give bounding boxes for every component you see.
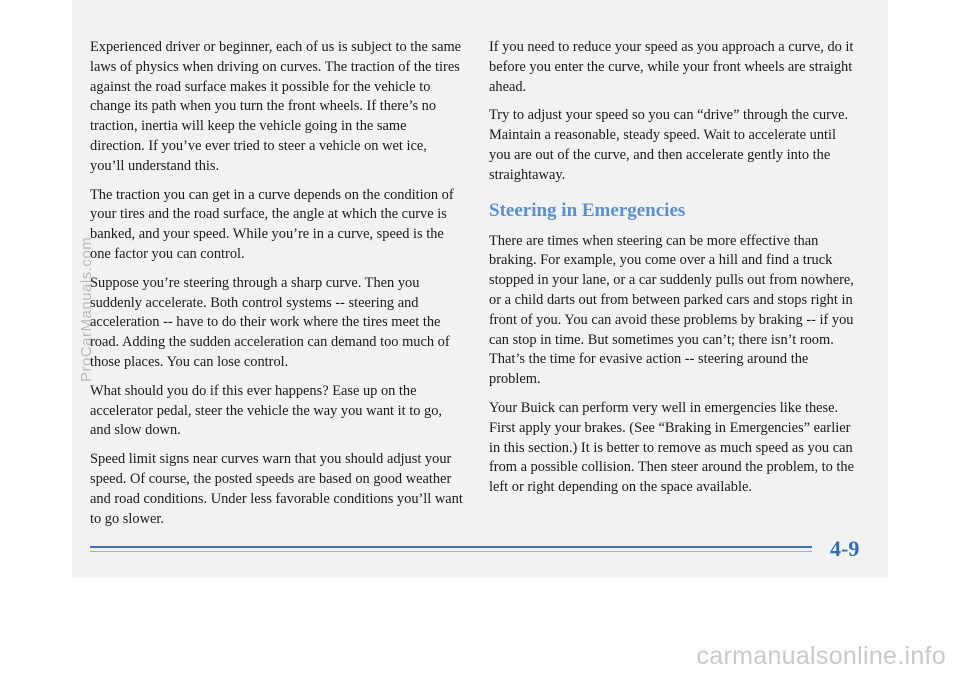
section-heading: Steering in Emergencies xyxy=(489,199,686,221)
bottom-watermark: carmanualsonline.info xyxy=(696,642,946,670)
right-column xyxy=(489,38,859,507)
body-paragraph: If you need to reduce your speed as you approach a curve, do it before you enter the curve, while your front wheels are straight ahead. xyxy=(489,39,854,95)
footer-rule-thin xyxy=(90,551,812,552)
body-paragraph: Speed limit signs near curves warn that you should adjust your speed. Of course, the posted speeds are based on good weather and road conditions. Under less favorable conditions you’ll want to go slower. xyxy=(90,451,463,527)
body-paragraph: There are times when steering can be more effective than braking. For example, you come over a hill and find a truck stopped in your lane, or a car suddenly pulls out from nowhere, or a child darts out from between parked cars and stops right in front of you. You can avoid these problems by braking -- if you can stop in time. But sometimes you can’t; there isn’t room. That’s the time for evasive action -- steering around the problem. xyxy=(489,232,854,388)
footer-rule xyxy=(90,546,812,548)
body-paragraph: The traction you can get in a curve depends on the condition of your tires and the road surface, the angle at which the curve is banked, and your speed. While you’re in a curve, speed is the one factor you can control. xyxy=(90,186,454,262)
body-paragraph: Your Buick can perform very well in emergencies like these. First apply your brakes. (See “Braking in Emergencies” earlier in this section.) It is better to remove as much speed as you can from a possible collision. Then steer around the problem, to the left or right depending on the space available. xyxy=(489,399,855,496)
side-watermark: ProCarManuals.com xyxy=(78,236,95,382)
body-paragraph: Suppose you’re steering through a sharp curve. Then you suddenly accelerate. Both control systems -- steering and acceleration -- have to do their work where the tires meet the road. Adding the sudden acceleration can demand too much of those places. You can lose control. xyxy=(90,274,450,370)
body-paragraph: Try to adjust your speed so you can “drive” through the curve. Maintain a reasonable, steady speed. Wait to accelerate until you are out of the curve, and then accelerate gently into the straightaway. xyxy=(489,107,849,183)
body-paragraph: Experienced driver or beginner, each of us is subject to the same laws of physics when driving on curves. The traction of the tires against the road surface makes it possible for the vehicle to change its path when you turn the front wheels. If there’s no traction, inertia will keep the vehicle going in the same direction. If you’ve ever tried to steer a vehicle on wet ice, you’ll understand this. xyxy=(90,39,462,174)
page-number: 4-9 xyxy=(826,536,863,562)
body-paragraph: What should you do if this ever happens? Ease up on the accelerator pedal, steer the vehicle the way you want it to go, and slow down. xyxy=(90,382,443,439)
left-column xyxy=(90,38,464,538)
